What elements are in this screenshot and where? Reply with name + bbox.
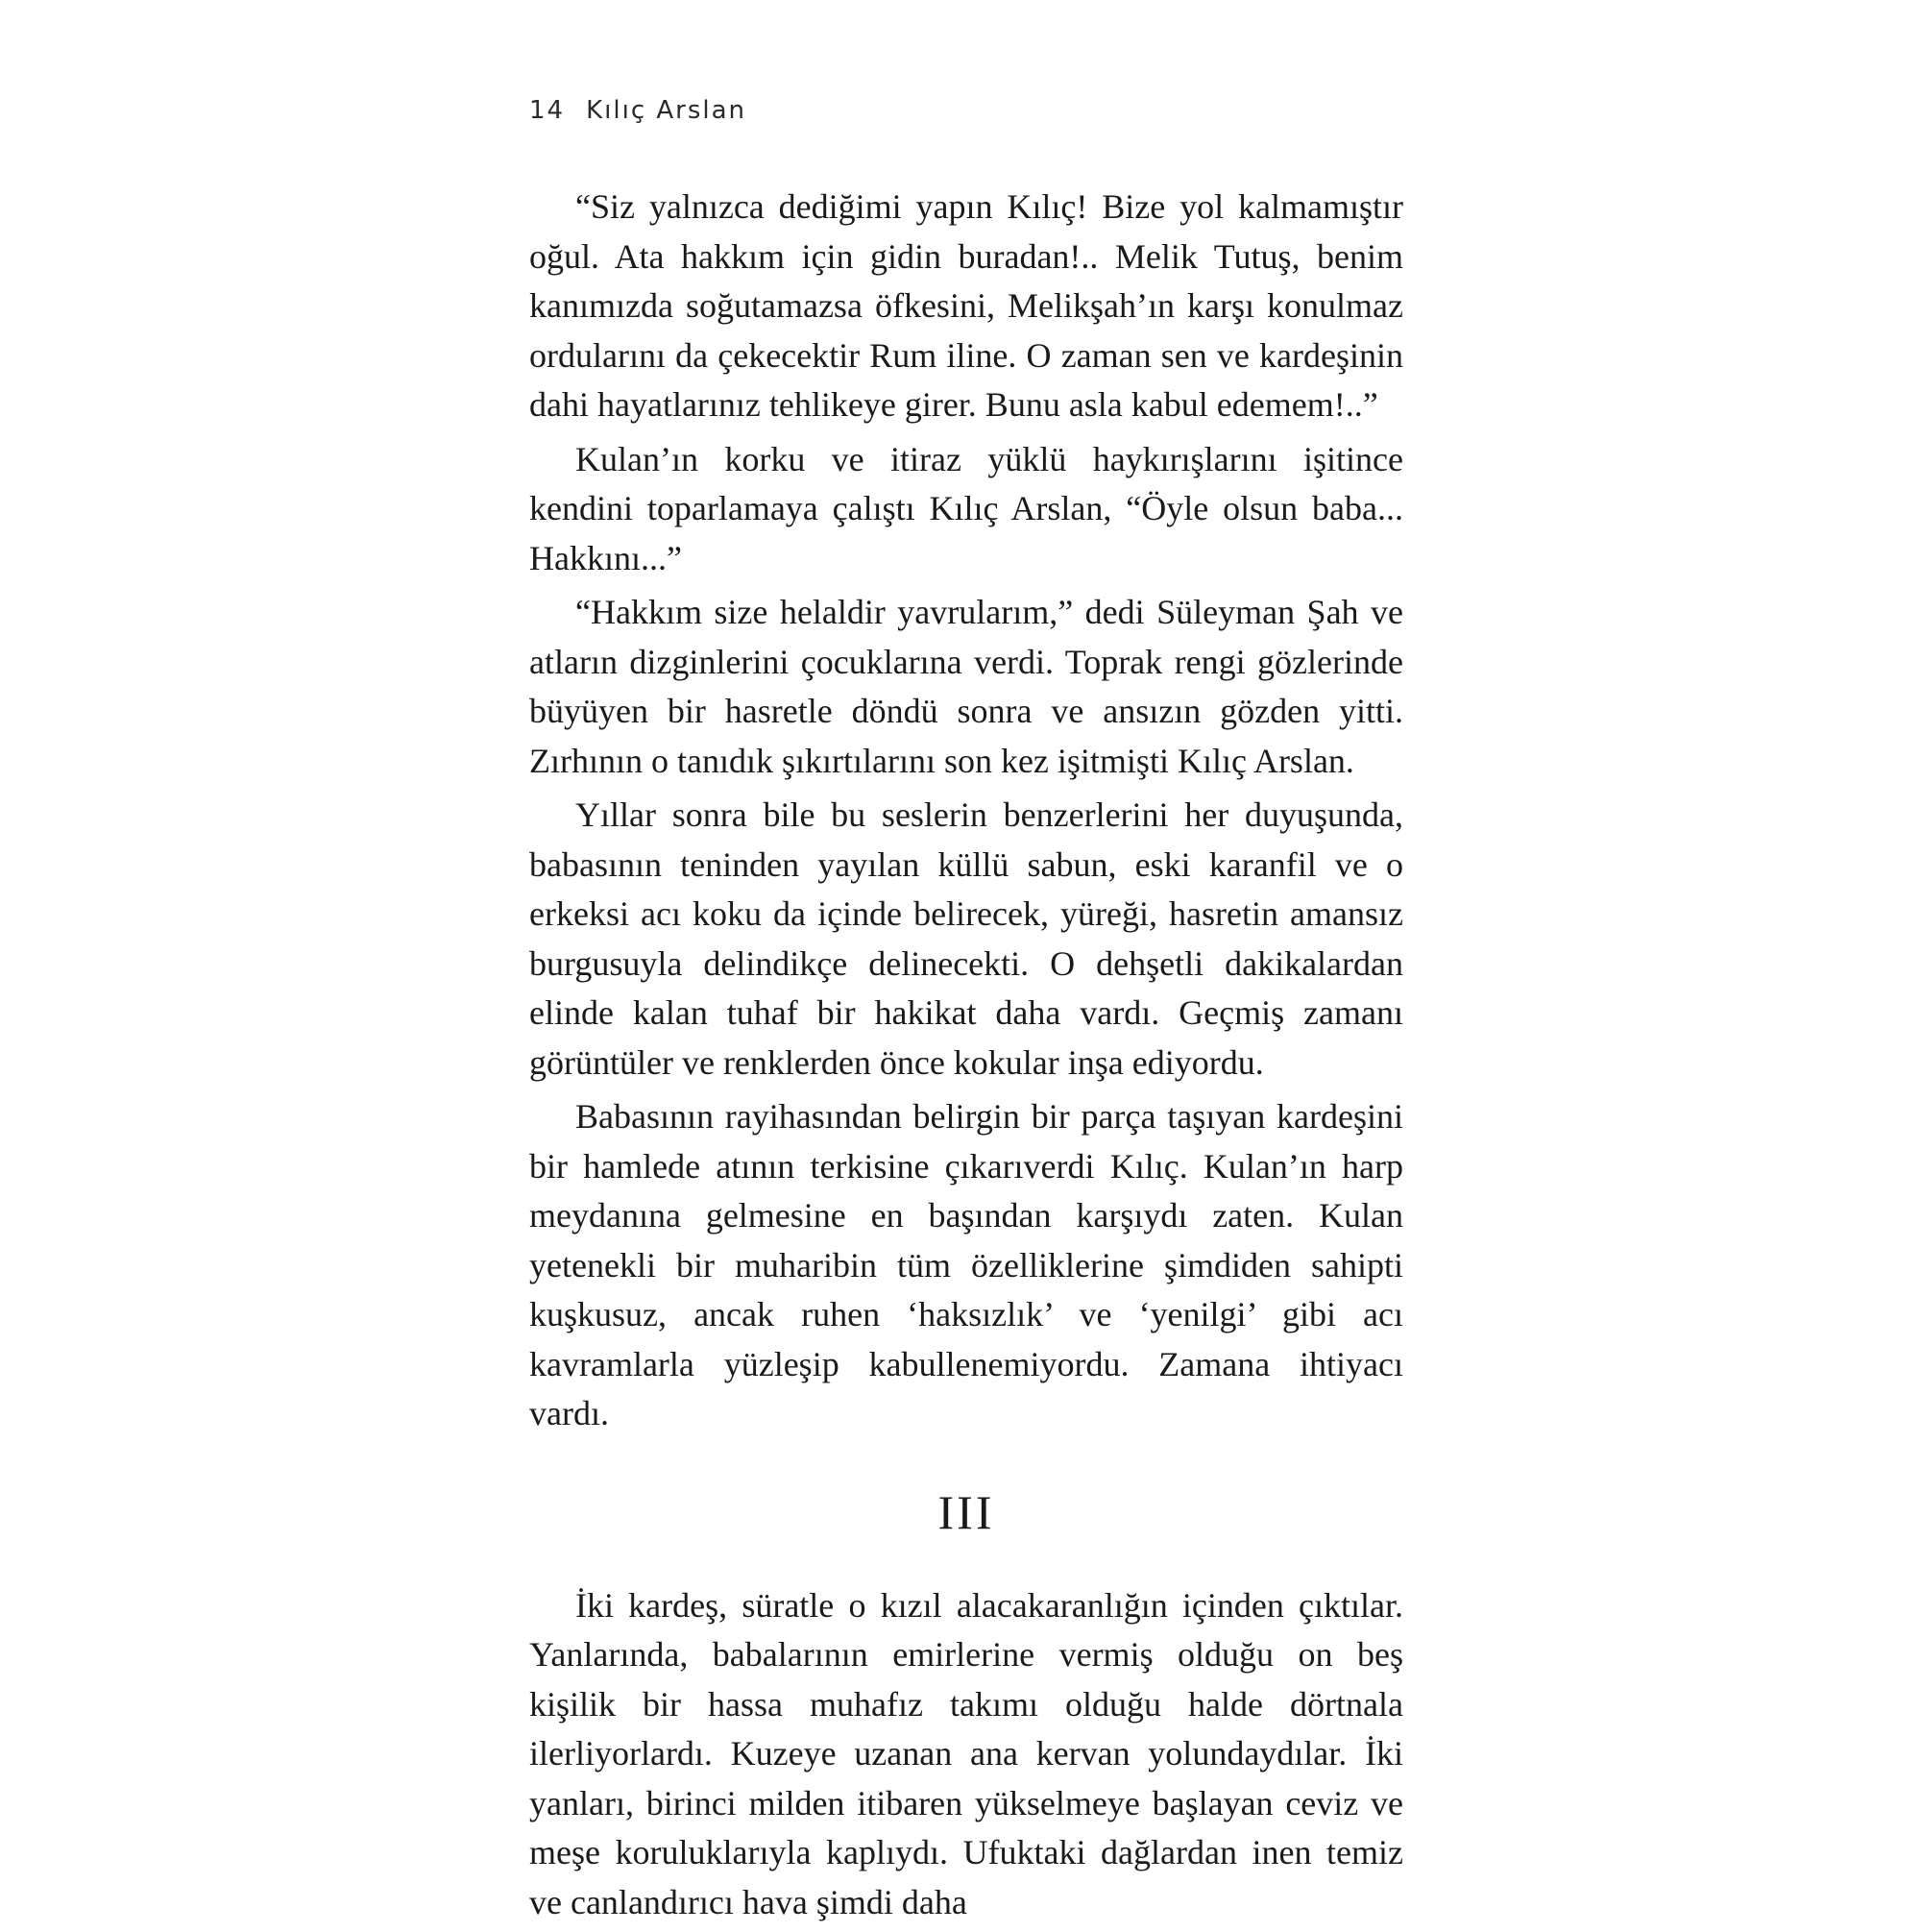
chapter-heading: III	[937, 1484, 995, 1539]
page-number: 14	[529, 96, 566, 125]
book-page	[529, 0, 1403, 1921]
paragraph: Kulan’ın korku ve itiraz yüklü haykırışlarını işitince kendini toparlamaya çalıştı Kılıç Arslan, “Öyle olsun baba... Hakkını...”	[529, 439, 1403, 577]
book-title: Kılıç Arslan	[586, 96, 747, 125]
paragraph: “Siz yalnızca dediğimi yapın Kılıç! Bize yol kalmamıştır oğul. Ata hakkım için gidin buradan!.. Melik Tutuş, benim kanımızda soğutamazsa öfkesini, Melikşah’ın karşı konulmaz ordularını da çekecektir Rum iline. O zaman sen ve kardeşinin dahi hayatlarınız tehlikeye girer. Bunu asla kabul edemem!..”	[529, 187, 1403, 424]
body-text	[529, 183, 1403, 1932]
paragraph: Babasının rayihasından belirgin bir parça taşıyan kardeşini bir hamlede atının terkisine çıkarıverdi Kılıç. Kulan’ın harp meydanına gelmesine en başından karşıydı zaten. Kulan yetenekli bir muharibin tüm özelliklerine şimdiden sahipti kuşkusuz, ancak ruhen ‘haksızlık’ ve ‘yenilgi’ gibi acı kavramlarla yüzleşip kabullenemiyordu. Zamana ihtiyacı vardı.	[529, 1097, 1403, 1432]
running-head	[529, 96, 746, 125]
paragraph: “Hakkım size helaldir yavrularım,” dedi Süleyman Şah ve atların dizginlerini çocuklarına verdi. Toprak rengi gözlerinde büyüyen bir hasretle döndü sonra ve ansızın gözden yitti. Zırhının o tanıdık şıkırtılarını son kez işitmişti Kılıç Arslan.	[529, 593, 1403, 780]
paragraph: Yıllar sonra bile bu seslerin benzerlerini her duyuşunda, babasının teninden yayılan küllü sabun, eski karanfil ve o erkeksi acı koku da içinde belirecek, yüreği, hasretin amansız burgusuyla delindikçe delinecekti. O dehşetli dakikalardan elinde kalan tuhaf bir hakikat daha vardı. Geçmiş zamanı görüntüler ve renklerden önce kokular inşa ediyordu.	[529, 795, 1403, 1082]
paragraph: İki kardeş, süratle o kızıl alacakaranlığın içinden çıktılar. Yanlarında, babalarının emirlerine vermiş olduğu on beş kişilik bir hassa muhafız takımı olduğu halde dörtnala ilerliyorlardı. Kuzeye uzanan ana kervan yolundaydılar. İki yanları, birinci milden itibaren yükselmeye başlayan ceviz ve meşe koruluklarıyla kaplıydı. Ufuktaki dağlardan inen temiz ve canlandırıcı hava şimdi daha	[529, 1585, 1403, 1921]
